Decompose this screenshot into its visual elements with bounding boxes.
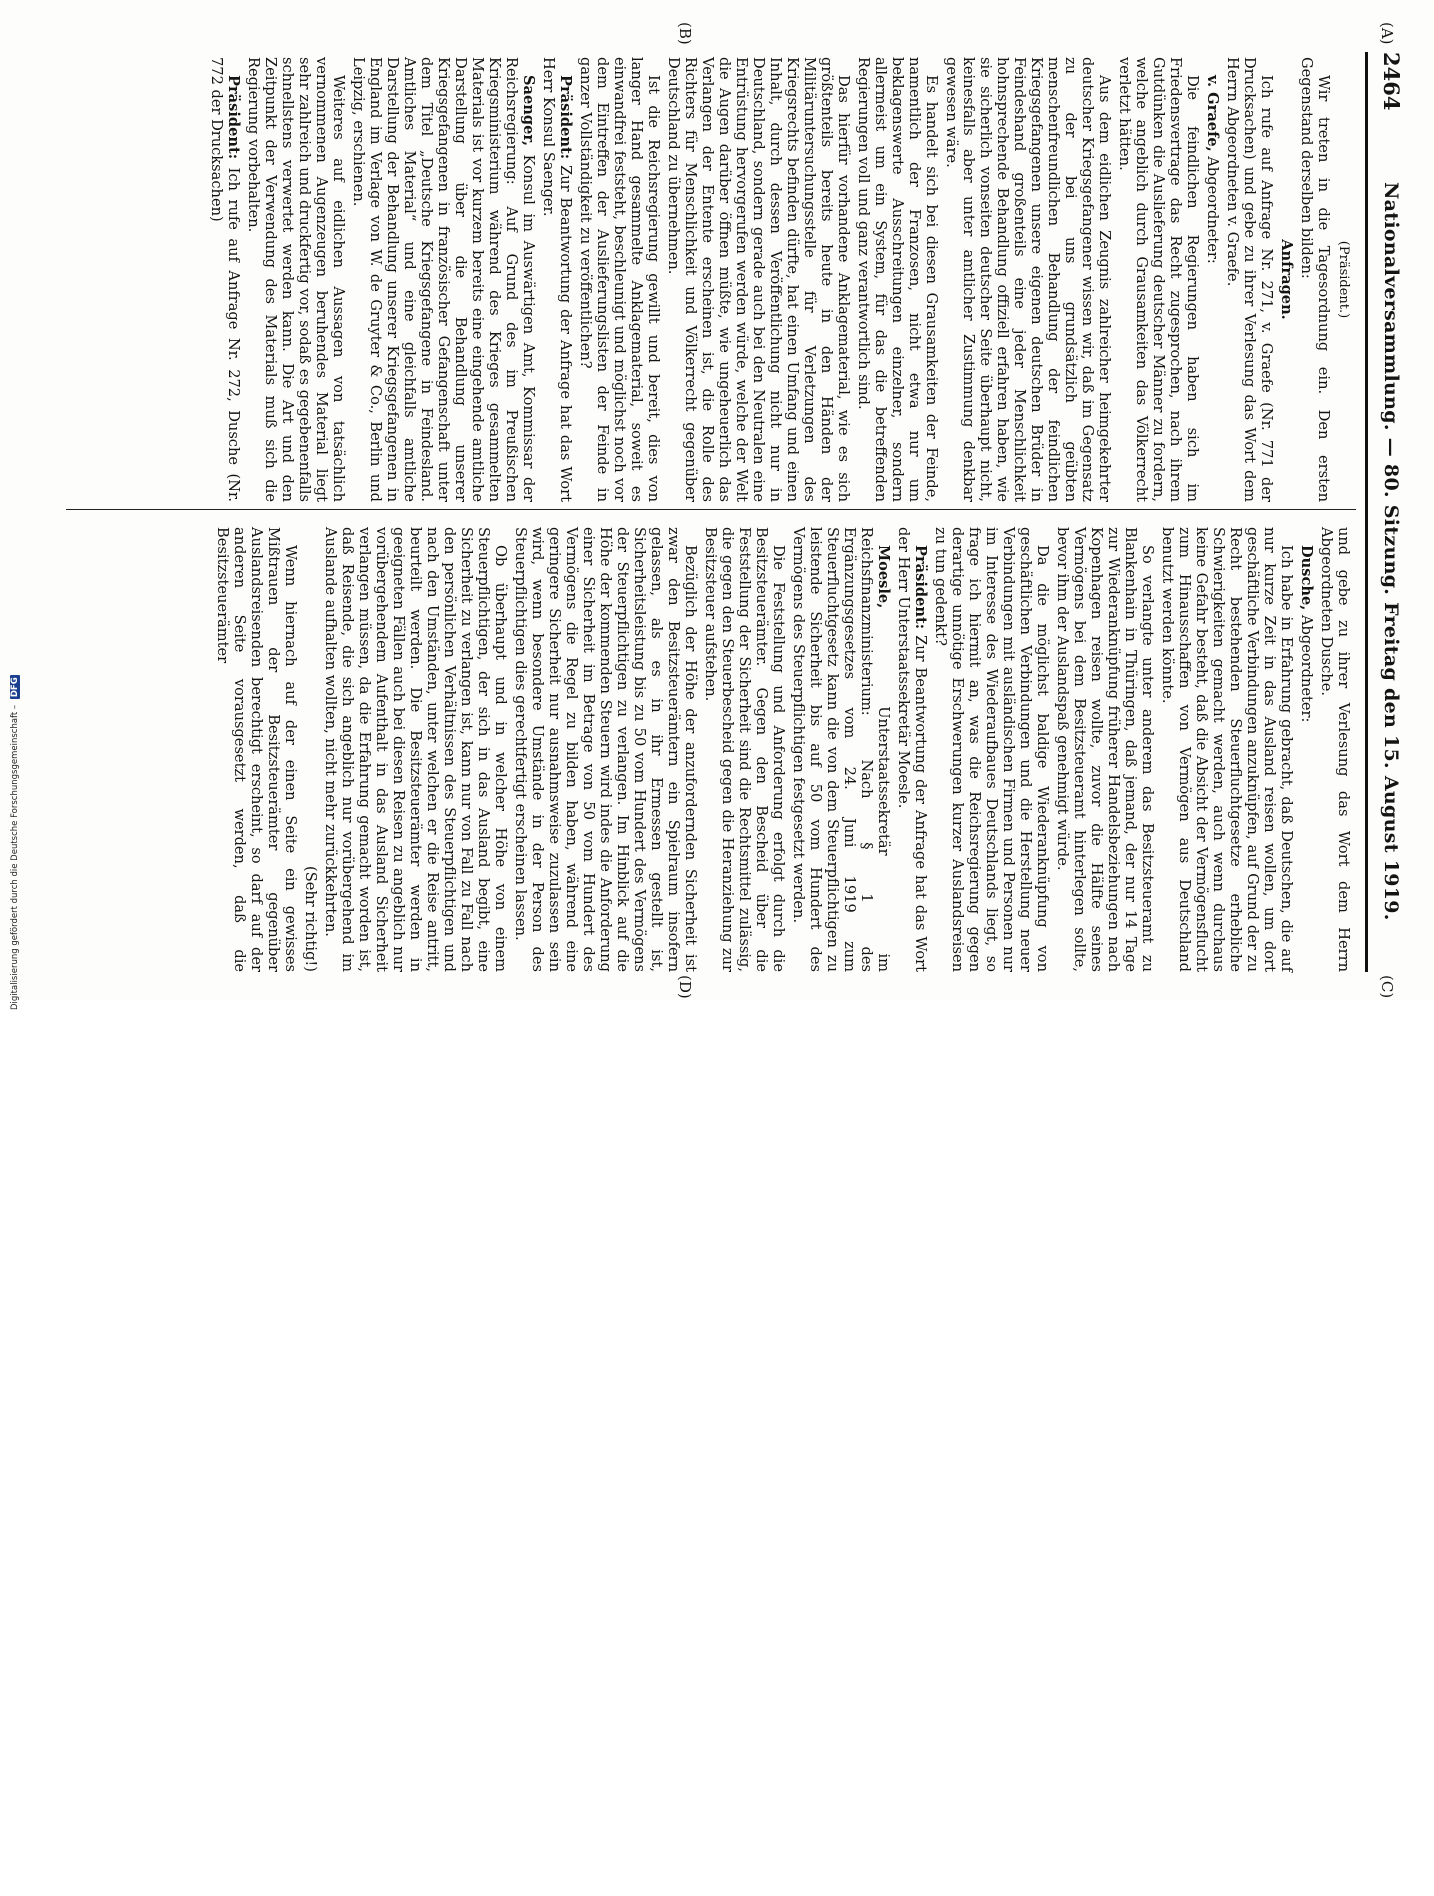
- paragraph: [512, 527, 699, 972]
- paragraph-text: Aus dem eidlichen Zeugnis zahlreicher heimgekehrter deutscher Kriegsgefangener wissen wir, daß im Gegensatz zu der bei uns grundsätzlich geübten menschenfreundlichen Behandlung der feindlichen Kriegsgefangenen unsere eigenen deutschen Brüder in Feindeshand großenteils eine jeder Menschlichkeit hohnsprechende Behandlung offiziell erfahren haben, wie sie sicherlich vonseiten deutscher Seite überhaupt nicht, keinesfalls aber unter amtlicher Zustimmung denkbar gewesen wäre.: [943, 57, 1113, 502]
- paragraph: [895, 527, 929, 972]
- paragraph: [1335, 57, 1352, 502]
- paragraph: [665, 57, 852, 502]
- paragraph-text: Das hierfür vorhandene Anklagematerial, wie es sich größtenteils bereits heute in den Händen der Militäruntersuchungsstelle für Verletzungen des Kriegsrechts befinden dürfte, hat einen Umfang und einen Inhalt, durch dessen Veröffentlichung nicht nur in Deutschland, sondern gerade auch bei den Neutralen eine Entrüstung hervorgerufen werden würde, welche der Welt die Augen darüber öffnen müßte, wie ungeheuerlich das Verlangen der Entente erscheinen ist, die Rolle des Richters für Menschlichkeit und Völkerrecht gegenüber Deutschland zu übernehmen.: [665, 57, 852, 502]
- margin-mark-a: (A): [1378, 22, 1396, 45]
- paragraph-text: Zur Beantwortung der Anfrage hat das Wort der Herr Unterstaatssekretär Moesle.: [895, 527, 929, 972]
- paragraph-text: (Präsident.): [1336, 240, 1351, 319]
- page-header: [1372, 52, 1412, 982]
- margin-mark-d: (D): [676, 975, 694, 999]
- paragraph: [943, 57, 1113, 502]
- paragraph-text: Ich rufe auf Anfrage Nr. 272, Dusche (Nr. 772 der Drucksachen): [208, 57, 242, 502]
- paragraph: [350, 57, 537, 502]
- paragraph-text: Die Feststellung und Anforderung erfolgt durch die Besitzsteuerämter. Gegen den Bescheid über die Feststellung der Sicherheit sind die Rechtsmittel zulässig, die gegen den Steuerbescheid gegen die Heranziehung zur Besitzsteuer aufstehen.: [702, 527, 787, 972]
- paragraph-text: Weiteres auf eidlichen Aussagen von tatsächlich vernommenen Augenzeugen beruhendes Material liegt sehr zahlreich und druckfertig vor, sodaß es gegebenenfalls schnellstens verwertet werden kann. Die Art und den Zeitpunkt der Verwendung des Materials muß sich die Regierung vorbehalten.: [245, 57, 347, 502]
- margin-mark-b: (B): [676, 22, 694, 45]
- paragraph: [1054, 527, 1156, 972]
- paragraph: [214, 527, 299, 972]
- paragraph-text: Ist die Reichsregierung gewillt und bereit, dies von langer Hand gesammelte Anklagematerial, soweit es einwandfrei feststeht, beschleunigt und möglichst noch vor dem Eintreffen der Auslieferungslisten der Feinde in ganzer Vollständigkeit zu veröffentlichen?: [577, 57, 662, 502]
- speaker-name: Präsident:: [557, 75, 574, 160]
- paragraph-text: Ob überhaupt und in welcher Höhe von einem Steuerpflichtigen, der sich in das Ausland begibt, eine Sicherheit zu verlangen ist, kann nur von Fall zu Fall nach den persönlichen Verhältnissen des Steuerpflichtigen und nach den Umständen, unter welchen er die Reise antritt, beurteilt werden. Die Besitzsteuerämter werden in geeigneten Fällen auch bei diesen Reisen zu angeblich nur vorübergehendem Aufenthalt in das Ausland Sicherheit verlangen müssen, da die Erfahrung gemacht worden ist, daß Reisende, die sich angeblich nur vorübergehend im Auslande aufhalten wollten, nicht mehr zurückkehrten.: [322, 527, 509, 972]
- footer-credit: [4, 677, 20, 1896]
- paragraph: [577, 57, 662, 502]
- speaker-name: Saenger,: [520, 75, 537, 147]
- paragraph: [1298, 57, 1332, 502]
- paragraph-text: Konsul im Auswärtigen Amt, Kommissar der Reichsregierung: Auf Grund des im Preußischen Kriegsministerium während des Krieges gesammelten Materials ist vor kurzem bereits eine eingehende amtliche Darstellung über die Behandlung unserer Kriegsgefangenen in französischer Gefangenschaft unter dem Titel „Deutsche Kriegsgefangene in Feindesland. Amtliches Material“ und eine gleichfalls amtliche Darstellung der Behandlung unserer Kriegsgefangenen in England im Verlage von W. de Gruyter & Co., Berlin und Leipzig, erschienen.: [350, 57, 537, 502]
- column-divider: [66, 509, 1356, 510]
- paragraph: [790, 527, 892, 972]
- paragraph: [702, 527, 787, 972]
- speaker-name: Dusche,: [1298, 545, 1315, 611]
- paragraph: [1278, 57, 1295, 502]
- paragraph: [322, 527, 509, 972]
- paragraph: [932, 527, 1051, 972]
- speaker-name: v. Graefe,: [1204, 75, 1221, 152]
- dfg-logo: DFG: [10, 677, 20, 698]
- speaker-name: Moesle,: [875, 545, 892, 609]
- paragraph: [208, 57, 242, 502]
- paragraph-text: Zur Beantwortung der Anfrage hat das Wort Herr Konsul Saenger.: [540, 57, 574, 502]
- paragraph: [1298, 527, 1315, 972]
- paragraph: [540, 57, 574, 502]
- paragraph-text: Ich habe in Erfahrung gebracht, daß Deutschen, die auf nur kurze Zeit in das Ausland reisen wollen, um dort geschäftliche Verbindungen anzuknüpfen, auf Grund der zu Recht bestehenden Steuerfluchtgesetze erhebliche Schwierigkeiten gemacht werden, auch wenn durchaus keine Gefahr besteht, daß die Absicht der Vermögensflucht zum Hinausschaffen von Vermögen aus Deutschland benutzt werden könnte.: [1159, 527, 1295, 972]
- paragraph-text: und gebe zu ihrer Verlesung das Wort dem Herrn Abgeordneten Dusche.: [1318, 527, 1352, 972]
- footer-text: Digitalisierung gefördert durch die Deutsche Forschungsgemeinschaft –: [10, 704, 20, 1010]
- running-title: Nationalversammlung. — 80. Sitzung. Freitag den 15. August 1919.: [1380, 182, 1402, 921]
- margin-mark-c: (C): [1378, 975, 1396, 999]
- paragraph: [1318, 527, 1352, 972]
- paragraph-text: Wenn hiernach auf der einen Seite ein gewisses Mißtrauen der Besitzsteuerämter gegenüber Auslandsreisenden berechtigt erscheint, so darf auf der anderen Seite vorausgesetzt werden, daß die Besitzsteuerämter: [214, 527, 299, 972]
- paragraph: [1159, 527, 1295, 972]
- paragraph-text: Anfragen.: [1278, 239, 1295, 320]
- text-column-left: [205, 57, 1352, 502]
- paragraph-text: Die feindlichen Regierungen haben sich im Friedensvertrage das Recht zugesprochen, nach ihrem Gutdünken die Auslieferung deutscher Männer zu fordern, welche angeblich durch Grausamkeiten das Völkerrecht verletzt hätten.: [1116, 57, 1201, 502]
- paragraph-text: Ich rufe auf Anfrage Nr. 271, v. Graefe (Nr. 771 der Drucksachen) und gebe zu ihrer Verlesung das Wort dem Herrn Abgeordneten v. Graefe.: [1224, 57, 1275, 502]
- paragraph: [1204, 57, 1221, 502]
- paragraph-text: Da die möglichst baldige Wiederanknüpfung von geschäftlichen Verbindungen und die Herstellung neuer Verbindungen mit ausländischen Firmen und Personen nur im Interesse des Wiederaufbaues Deutschlands liegt, so frage ich hiermit an, was die Reichsregierung gegen derartige unnötige Erschwerungen kurzer Auslandsreisen zu tun gedenkt?: [932, 527, 1051, 972]
- paragraph-text: Bezüglich der Höhe der anzufordernden Sicherheit ist zwar den Besitzsteuerämtern ein Spielraum insofern gelassen, als es in ihr Ermessen gestellt ist, Sicherheitsleistung bis zu 50 vom Hundert des Vermögens der Steuerpflichtigen zu verlangen. Im Hinblick auf die Höhe der kommenden Steuern wird indes die Anforderung einer Sicherheit im Betrage von 50 vom Hundert des Vermögens die Regel zu bilden haben, während eine geringere Sicherheit nur ausnahmsweise zuzulassen sein wird, wenn besondere Umstände in der Person des Steuerpflichtigen dies gerechtfertigt erscheinen lassen.: [512, 527, 699, 972]
- paragraph: [302, 527, 319, 972]
- paragraph-text: (Sehr richtig!): [302, 866, 319, 972]
- text-column-right: [211, 527, 1352, 972]
- paragraph-text: So verlangte unter anderem das Besitzsteueramt zu Blankenhain in Thüringen, daß jemand, der nur 14 Tage zur Wiederanknüpfung früherer Handelsbeziehungen nach Kopenhagen reisen wollte, zuvor die Hälfte seines Vermögens bei dem Besitzsteueramt hinterlegen sollte, bevor ihm der Auslandspaß genehmigt würde.: [1054, 527, 1156, 972]
- paragraph: [855, 57, 940, 502]
- paragraph-text: Es handelt sich bei diesen Grausamkeiten der Feinde, namentlich der Franzosen, nicht etwa nur um beklagenswerte Ausschreitungen einzelner, sondern allermeist um ein System, für das die betreffenden Regierungen voll und ganz verantwortlich sind.: [855, 57, 940, 502]
- paragraph: [1116, 57, 1201, 502]
- paragraph-text: Unterstaatssekretär im Reichsfinanzministerium: Nach § 1 des Ergänzungsgesetzes vom 24. Juni 1919 zum Steuerfluchtgesetz kann die von dem Steuerpflichtigen zu leistende Sicherheit bis auf 50 vom Hundert des Vermögens des Steuerpflichtigen festgesetzt werden.: [790, 527, 892, 972]
- paragraph: [1224, 57, 1275, 502]
- paragraph: [245, 57, 347, 502]
- paragraph-text: Wir treten in die Tagesordnung ein. Den ersten Gegenstand derselben bilden:: [1298, 57, 1332, 502]
- speaker-name: Präsident:: [912, 545, 929, 630]
- page-number: 2464: [1379, 52, 1404, 111]
- speaker-name: Präsident:: [225, 75, 242, 160]
- header-rule: [1365, 52, 1368, 972]
- paragraph-text: Abgeordneter:: [1204, 151, 1221, 264]
- paragraph-text: Abgeordneter:: [1298, 610, 1315, 723]
